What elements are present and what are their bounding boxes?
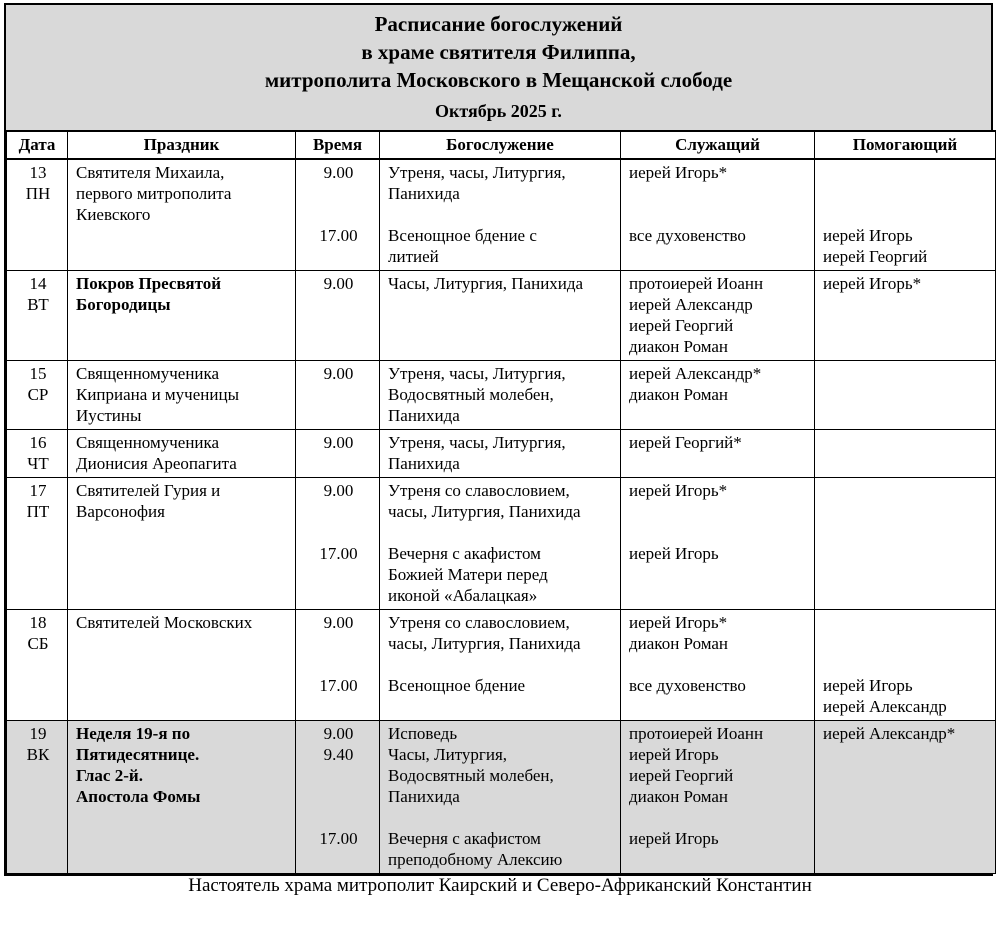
holiday-cell (68, 430, 296, 478)
rector-note: Настоятель храма митрополит Каирский и Северо-Африканский Константин (188, 875, 812, 896)
date-cell (7, 430, 68, 478)
helping-cell (815, 721, 996, 874)
cell-line: иерей Александр* (629, 364, 762, 383)
helping-cell (815, 159, 996, 271)
serving-cell (621, 478, 815, 610)
cell-line (304, 765, 373, 786)
title-block (6, 5, 991, 130)
cell-line: Утреня, часы, Литургия, (388, 163, 566, 182)
cell-line: Неделя 19-я по (76, 724, 191, 743)
cell-line (304, 786, 373, 807)
cell-line (629, 522, 808, 543)
cell-line: иерей Игорь (823, 226, 913, 245)
cell-line: 9.00 (323, 364, 354, 383)
cell-line: иерей Игорь (629, 829, 719, 848)
schedule-table (6, 130, 996, 874)
holiday-cell (68, 271, 296, 361)
cell-line: диакон Роман (629, 634, 729, 653)
cell-line (823, 162, 989, 183)
date-weekday: ВТ (27, 295, 49, 314)
date-cell (7, 478, 68, 610)
cell-line: все духовенство (629, 676, 746, 695)
cell-line (304, 183, 373, 204)
cell-line (823, 183, 989, 204)
cell-line: Часы, Литургия, Панихида (388, 274, 584, 293)
cell-line: 17.00 (319, 676, 358, 695)
holiday-cell (68, 159, 296, 271)
cell-line (304, 807, 373, 828)
schedule-document (4, 3, 993, 876)
time-cell (296, 159, 380, 271)
cell-line: Покров Пресвятой (76, 274, 222, 293)
cell-line: Святителя Михаила, (76, 163, 225, 182)
date-day: 19 (29, 724, 47, 743)
cell-line: Панихида (388, 454, 460, 473)
table-row (7, 361, 996, 430)
cell-line: часы, Литургия, Панихида (388, 502, 581, 521)
column-header-date: Дата (7, 131, 68, 159)
cell-line (823, 633, 989, 654)
cell-line (823, 654, 989, 675)
cell-line: Киевского (76, 205, 151, 224)
cell-line: 9.00 (323, 163, 354, 182)
cell-line: Божией Матери перед (388, 565, 548, 584)
cell-line (388, 522, 614, 543)
cell-line: иерей Александр (823, 697, 947, 716)
cell-line: Утреня со славословием, (388, 481, 570, 500)
cell-line: Панихида (388, 184, 460, 203)
schedule-header (7, 131, 996, 159)
cell-line: иерей Игорь* (629, 613, 728, 632)
cell-line: Священномученика (76, 433, 220, 452)
document-title-line1: Расписание богослужений (374, 12, 623, 36)
cell-line: Священномученика (76, 364, 220, 383)
serving-cell (621, 430, 815, 478)
cell-line: иерей Игорь (629, 745, 719, 764)
date-weekday: СР (27, 385, 49, 404)
time-cell (296, 271, 380, 361)
cell-line: 9.00 (323, 724, 354, 743)
column-header-serving: Служащий (621, 131, 815, 159)
document-title-line2: в храме святителя Филиппа, (361, 40, 636, 64)
table-row (7, 159, 996, 271)
date-weekday: ЧТ (27, 454, 49, 473)
cell-line (388, 654, 614, 675)
cell-line: Утреня со славословием, (388, 613, 570, 632)
cell-line (304, 633, 373, 654)
helping-cell (815, 361, 996, 430)
cell-line: Глас 2-й. (76, 766, 143, 785)
cell-line (823, 204, 989, 225)
cell-line: 17.00 (319, 226, 358, 245)
cell-line: Вечерня с акафистом (388, 829, 541, 848)
cell-line: 17.00 (319, 544, 358, 563)
cell-line: Киприана и мученицы (76, 385, 239, 404)
cell-line: Утреня, часы, Литургия, (388, 433, 566, 452)
table-row (7, 610, 996, 721)
holiday-cell (68, 478, 296, 610)
column-header-time: Время (296, 131, 380, 159)
month-heading: Октябрь 2025 г. (435, 101, 562, 121)
cell-line (304, 522, 373, 543)
time-cell (296, 721, 380, 874)
helping-cell (815, 478, 996, 610)
helping-cell (815, 610, 996, 721)
cell-line: преподобному Алексию (388, 850, 563, 869)
cell-line: Всенощное бдение (388, 676, 526, 695)
cell-line: Святителей Гурия и (76, 481, 221, 500)
table-row (7, 478, 996, 610)
cell-line: иконой «Абалацкая» (388, 586, 538, 605)
cell-line: Дионисия Ареопагита (76, 454, 237, 473)
cell-line (304, 501, 373, 522)
cell-line: все духовенство (629, 226, 746, 245)
table-row (7, 721, 996, 874)
cell-line: Утреня, часы, Литургия, (388, 364, 566, 383)
cell-line: иерей Игорь (629, 544, 719, 563)
cell-line: Варсонофия (76, 502, 165, 521)
service-cell (380, 159, 621, 271)
date-cell (7, 361, 68, 430)
cell-line (629, 501, 808, 522)
helping-cell (815, 430, 996, 478)
cell-line: иерей Игорь* (629, 481, 728, 500)
date-day: 15 (29, 364, 47, 383)
date-day: 13 (29, 163, 47, 182)
cell-line: протоиерей Иоанн (629, 724, 764, 743)
time-cell (296, 361, 380, 430)
cell-line: Водосвятный молебен, (388, 766, 554, 785)
date-day: 16 (29, 433, 47, 452)
cell-line: Всенощное бдение с (388, 226, 537, 245)
service-cell (380, 478, 621, 610)
column-header-service: Богослужение (380, 131, 621, 159)
service-cell (380, 430, 621, 478)
cell-line (304, 204, 373, 225)
service-cell (380, 610, 621, 721)
date-weekday: ПН (25, 184, 51, 203)
serving-cell (621, 721, 815, 874)
cell-line (629, 654, 808, 675)
serving-cell (621, 271, 815, 361)
table-row (7, 430, 996, 478)
cell-line: иерей Георгий (629, 766, 734, 785)
column-header-holiday: Праздник (68, 131, 296, 159)
cell-line: иерей Игорь (823, 676, 913, 695)
table-row (7, 271, 996, 361)
serving-cell (621, 361, 815, 430)
cell-line: иерей Александр* (823, 724, 956, 743)
cell-line (823, 612, 989, 633)
service-cell (380, 271, 621, 361)
cell-line: Богородицы (76, 295, 171, 314)
header-row (7, 131, 996, 159)
cell-line: часы, Литургия, Панихида (388, 634, 581, 653)
cell-line: Часы, Литургия, (388, 745, 508, 764)
cell-line: протоиерей Иоанн (629, 274, 764, 293)
cell-line: 17.00 (319, 829, 358, 848)
cell-line: иерей Игорь* (629, 163, 728, 182)
cell-line: Святителей Московских (76, 613, 253, 632)
cell-line: литией (388, 247, 439, 266)
time-cell (296, 610, 380, 721)
cell-line (304, 654, 373, 675)
date-cell (7, 610, 68, 721)
date-day: 17 (29, 481, 47, 500)
cell-line (629, 204, 808, 225)
cell-line: Водосвятный молебен, (388, 385, 554, 404)
cell-line: Апостола Фомы (76, 787, 201, 806)
cell-line: 9.00 (323, 433, 354, 452)
cell-line (629, 807, 808, 828)
cell-line: иерей Александр (629, 295, 753, 314)
serving-cell (621, 610, 815, 721)
cell-line: Исповедь (388, 724, 458, 743)
cell-line: первого митрополита (76, 184, 232, 203)
holiday-cell (68, 361, 296, 430)
cell-line: диакон Роман (629, 385, 729, 404)
holiday-cell (68, 721, 296, 874)
cell-line: Панихида (388, 406, 460, 425)
column-header-helping: Помогающий (815, 131, 996, 159)
date-day: 18 (29, 613, 47, 632)
cell-line: Вечерня с акафистом (388, 544, 541, 563)
cell-line: диакон Роман (629, 337, 729, 356)
date-day: 14 (29, 274, 47, 293)
cell-line (388, 204, 614, 225)
cell-line: иерей Георгий (629, 316, 734, 335)
cell-line: 9.00 (323, 274, 354, 293)
cell-line: диакон Роман (629, 787, 729, 806)
date-weekday: ПТ (26, 502, 50, 521)
cell-line: Пятидесятнице. (76, 745, 200, 764)
service-cell (380, 361, 621, 430)
helping-cell (815, 271, 996, 361)
time-cell (296, 478, 380, 610)
cell-line (629, 183, 808, 204)
time-cell (296, 430, 380, 478)
cell-line (388, 807, 614, 828)
cell-line: иерей Георгий* (629, 433, 742, 452)
date-weekday: СБ (27, 634, 49, 653)
serving-cell (621, 159, 815, 271)
cell-line: Панихида (388, 787, 460, 806)
date-weekday: ВК (26, 745, 50, 764)
date-cell (7, 159, 68, 271)
cell-line: 9.40 (323, 745, 354, 764)
date-cell (7, 721, 68, 874)
cell-line: иерей Игорь* (823, 274, 922, 293)
cell-line: 9.00 (323, 613, 354, 632)
cell-line: 9.00 (323, 481, 354, 500)
cell-line: Иустины (76, 406, 142, 425)
cell-line: иерей Георгий (823, 247, 928, 266)
schedule-body (7, 159, 996, 874)
date-cell (7, 271, 68, 361)
service-cell (380, 721, 621, 874)
document-title-line3: митрополита Московского в Мещанской слободе (264, 68, 733, 92)
holiday-cell (68, 610, 296, 721)
